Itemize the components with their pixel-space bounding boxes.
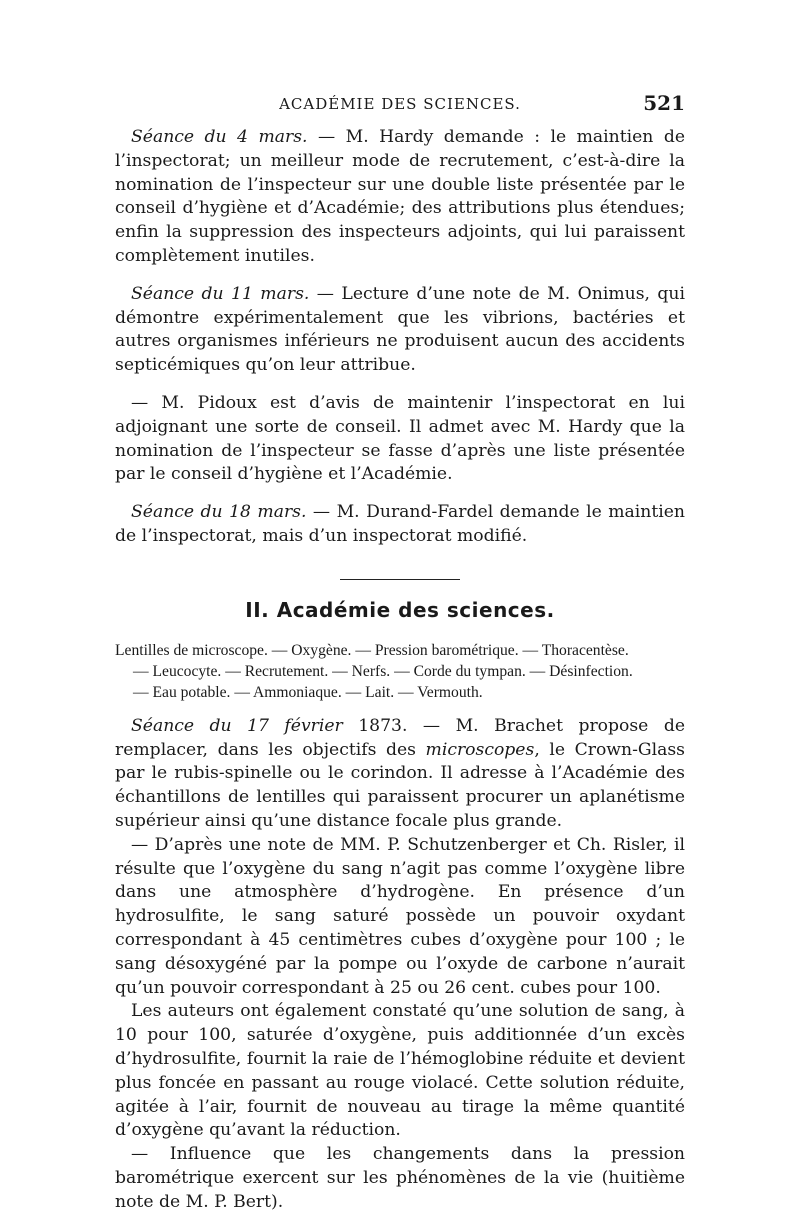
seance-label: Séance du 18 mars. [131,502,307,523]
keyword-line: — Leucocyte. — Recrutement. — Nerfs. — Corde du tympan. — Désinfection. [133,662,633,680]
page-body [115,126,685,1214]
pidoux-paragraph [115,392,685,487]
seance-year: 1873. [342,715,408,736]
page-header [115,91,685,121]
seance-text: — Lecture d’une note de M. Onimus, qui démontre expérimentalement que les vibrions, bactéries et autres organismes inférieurs ne produisent aucun des accidents septicémiques qu’on leur attribue. [115,283,685,376]
section-keywords [115,640,685,703]
keyword-line: — Eau potable. — Ammoniaque. — Lait. — Vermouth. [133,683,483,701]
running-head: ACADÉMIE DES SCIENCES. [279,95,521,113]
seance-4-mars [115,126,685,269]
seance-18-mars [115,501,685,549]
seance-text: — M. Brachet propose de remplacer, dans les objectifs des [115,715,685,760]
paragraph-text: Les auteurs ont également constaté qu’une solution de sang, à 10 pour 100, saturée d’oxygène, puis additionnée d’un excès d’hydrosulfite, fournit la raie de l’hémoglobine réduite et devient plus foncée en passant au rouge violacé. Cette solution réduite, agitée à l’air, fournit de nouveau au tirage la même quantité d’oxygène qu’avant la réduction. [115,1001,685,1141]
paragraph-text: — Influence que les changements dans la pression barométrique exercent sur les phénomènes de la vie (huitième note de M. P. Bert). [115,1144,685,1212]
bert-paragraph [115,1143,685,1214]
italic-term: microscopes [425,739,535,760]
auteurs-paragraph [115,1000,685,1143]
schutzenberger-paragraph [115,834,685,1001]
paragraph-text: — M. Pidoux est d’avis de maintenir l’inspectorat en lui adjoignant une sorte de conseil. Il admet avec M. Hardy que la nomination de l’inspecteur se fasse d’après une liste présentée par le conseil d’hygiène et l’Académie. [115,392,685,485]
seance-label: Séance du 4 mars. [131,127,308,147]
section-separator [340,579,460,580]
page-number: 521 [643,91,685,115]
seance-text: — M. Durand-Fardel demande le maintien de l’inspectorat, mais d’un inspectorat modifié. [115,502,685,546]
seance-label: Séance du 11 mars. [131,283,310,304]
keyword-line: Lentilles de microscope. — Oxygène. — Pression barométrique. — Thoracentèse. [115,641,629,659]
seance-text: — M. Hardy demande : le maintien de l’inspectorat; un meilleur mode de recrutement, c’est-à-dire la nomination de l’inspecteur sur une double liste présentée par le conseil d’hygiène et d’Académie; des attributions plus étendues; enfin la suppression des inspecteurs adjoints, qui lui paraissent complètement inutiles. [115,127,685,266]
section-heading: II. Académie des sciences. [245,597,555,622]
seance-label: Séance du 17 février [131,715,343,736]
seance-11-mars [115,283,685,378]
seance-text: , le Crown-Glass par le rubis-spinelle ou le corindon. Il adresse à l’Académie des échantillons de lentilles qui paraissent procurer un aplanétisme supérieur ainsi qu’une distance focale plus grande. [115,739,685,831]
seance-17-fevrier [115,715,685,834]
paragraph-text: — D’après une note de MM. P. Schutzenberger et Ch. Risler, il résulte que l’oxygène du sang n’agit pas comme l’oxygène libre dans une atmosphère d’hydrogène. En présence d’un hydrosulfite, le sang saturé possède un pouvoir oxydant correspondant à 45 centimètres cubes d’oxygène pour 100 ; le sang désoxygéné par la pompe ou l’oxyde de carbone n’aurait qu’un pouvoir correspondant à 25 ou 26 cent. cubes pour 100. [115,834,685,998]
